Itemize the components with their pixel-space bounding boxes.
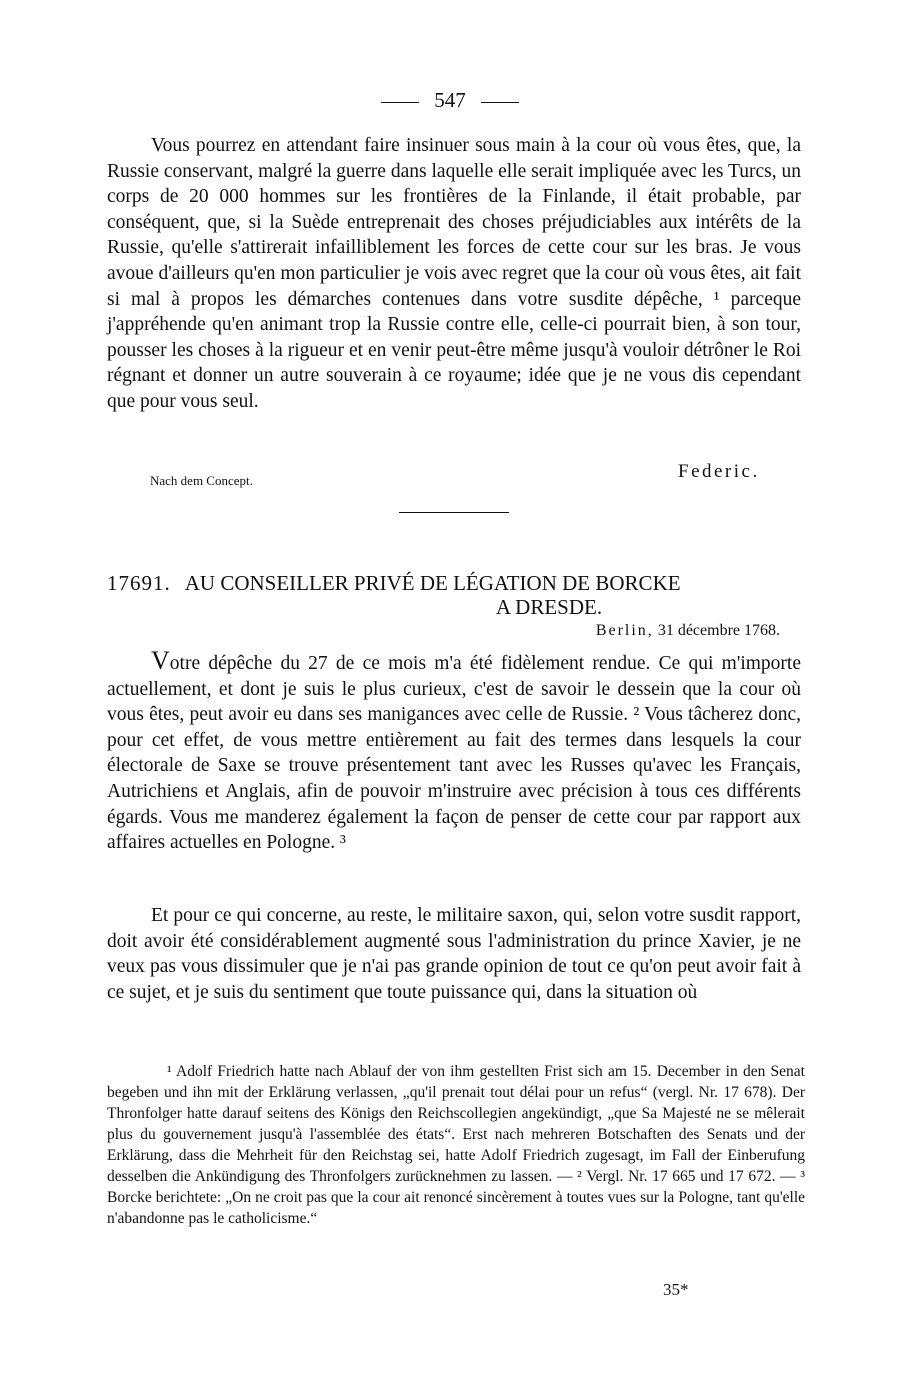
- title-line-1: AU CONSEILLER PRIVÉ DE LÉGATION DE BORCKE: [184, 571, 681, 595]
- signature-mark: 35*: [663, 1280, 689, 1299]
- source-note: Nach dem Concept.: [150, 473, 253, 488]
- letter-2-paragraph-2: Et pour ce qui concerne, au reste, le militaire saxon, qui, selon votre susdit rapport, doit avoir été considérablement augmenté sous l'administration du prince Xavier, je ne veux pas vous dissimuler que je n'ai pas grande opinion de tout ce qu'on peut avoir fait à ce sujet, et je suis du sentiment que toute puissance qui, dans la situation où: [107, 905, 801, 1003]
- header-dash-left: [381, 102, 419, 103]
- header-dash-right: [481, 102, 519, 103]
- letter-1-body: Vous pourrez en attendant faire insinuer sous main à la cour où vous êtes, que, la Russie conservant, malgré la guerre dans laquelle elle serait impliquée avec les Turcs, un corps de 20 000 hommes sur les frontières de la Finlande, il était probable, par conséquent, que, si la Suède entreprenait des choses préjudiciables aux intérêts de la Russie, qu'elle s'attirerait infailliblement les forces de cette cour sur les bras. Je vous avoue d'ailleurs qu'en mon particulier je vois avec regret que la cour où vous êtes, ait fait si mal à propos les démarches contenues dans votre susdite dépêche, ¹ parceque j'appréhende qu'en animant trop la Russie contre elle, celle-ci pourrait bien, à son tour, pousser les choses à la rigueur et en venir peut-être même jusqu'à vouloir détrôner le Roi régnant et donner un autre souverain à ce royaume; idée que je ne vous dis cependant que pour vous seul.: [107, 135, 801, 412]
- signature: Federic.: [678, 461, 760, 482]
- page-header: [0, 88, 900, 113]
- letter-2-heading: [107, 571, 801, 620]
- page-number: 547: [434, 88, 466, 112]
- title-line-2: A DRESDE.: [495, 595, 603, 619]
- place: Berlin,: [595, 622, 654, 639]
- footnotes: ¹ Adolf Friedrich hatte nach Ablauf der von ihm gestellten Frist sich am 15. December in den Senat begeben und ihn mit der Erklärung verlassen, „qu'il prenait tout délai pour un refus“ (vergl. Nr. 17 678). Der Thronfolger hatte darauf seitens des Königs den Reichscollegien angekündigt, „que Sa Majesté ne se mêlerait plus du gouvernement jusqu'à l'assemblée des états“. Erst nach mehreren Botschaften des Senats und der Erklärung, dass die Mehrheit für den Reichstag sei, hatte Adolf Friedrich zugesagt, im Fall der Einberufung desselben die Ankündigung des Thronfolgers zurücknehmen zu lassen. — ² Vergl. Nr. 17 665 und 17 672. — ³ Borcke berichtete: „On ne croit pas que la cour ait renoncé sincèrement à toutes vues sur la Pologne, tant qu'elle n'abandonne pas le catholicisme.“: [107, 1063, 805, 1227]
- letter-2-paragraph-1: Votre dépêche du 27 de ce mois m'a été fidèlement rendue. Ce qui m'importe actuellement, et dont je suis le plus curieux, c'est de savoir le dessein que la cour où vous êtes, peut avoir eu dans ses manigances avec celle de Russie. ² Vous tâcherez donc, pour cet effet, de vous mettre entièrement au fait des termes dans lesquels la cour électorale de Saxe se trouve présentement tant avec les Russes qu'avec les Français, Autrichiens et Anglais, afin de pouvoir m'instruire avec précision à tous ces différents égards. Vous me manderez également la façon de penser de cette cour par rapport aux affaires actuelles en Pologne. ³: [107, 646, 801, 854]
- date: 31 décembre 1768.: [657, 622, 780, 639]
- document-number: 17691.: [107, 571, 171, 595]
- section-divider: [399, 512, 509, 513]
- place-date: [540, 622, 780, 640]
